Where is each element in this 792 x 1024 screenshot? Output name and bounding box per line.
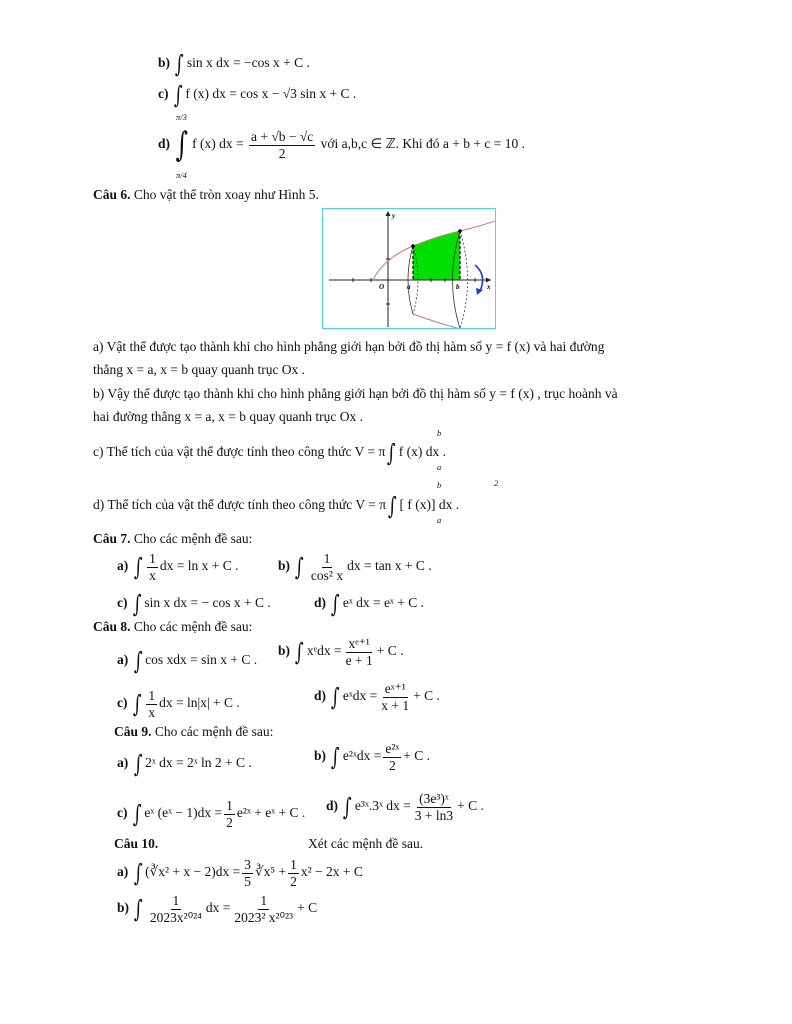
q7-b <box>278 551 432 583</box>
q8-d-denominator: x + 1 <box>381 697 410 713</box>
q5-d-denominator: 2 <box>278 145 286 161</box>
q5-d-label: d) <box>158 136 171 152</box>
q10-a-fraction-2 <box>288 857 299 889</box>
q8-d-numerator: eˣ⁺¹ <box>384 681 406 696</box>
q9-d-numerator: (3e³)ˣ <box>419 791 449 806</box>
q10-a <box>117 857 363 889</box>
q7-d-label: d) <box>314 595 327 611</box>
q7-a-fraction <box>147 551 158 583</box>
q9-b-tail: + C . <box>403 748 431 764</box>
label-origin: O <box>379 283 385 291</box>
q6-b-line2: hai đường thẳng x = a, x = b quay quanh trục Ox . <box>93 409 364 424</box>
q9-text: Cho các mệnh đề sau: <box>154 724 274 739</box>
point-b <box>458 229 462 233</box>
integral-sign: ∫ <box>331 743 341 772</box>
q5-d-tail: với a,b,c ∈ ℤ. Khi đó a + b + c = 10 . <box>320 136 526 152</box>
point-a <box>411 244 415 248</box>
integral-sign: ∫ <box>134 895 144 924</box>
label-a: a <box>407 283 411 291</box>
rotation-arrow <box>475 265 483 291</box>
q9-b-lhs: e²ˣdx = <box>342 748 382 764</box>
q9-c-numerator: 1 <box>226 798 233 813</box>
q9-d-fraction <box>413 791 455 823</box>
label-y: y <box>392 212 396 220</box>
q9-c-fraction <box>224 798 235 830</box>
q10-label: Câu 10. <box>114 836 159 851</box>
integral-sign: ∫ <box>387 439 396 467</box>
q5-c-label: c) <box>158 86 169 102</box>
q7-c-label: c) <box>117 595 128 611</box>
y-axis-arrow-icon <box>386 211 391 216</box>
label-x: x <box>487 283 491 291</box>
q6-c-lower-limit: a <box>437 462 442 472</box>
label-b: b <box>456 283 460 291</box>
q9-b-label: b) <box>314 748 327 764</box>
q8-d-lhs: eˣdx = <box>342 688 378 704</box>
q5-d-lhs: f (x) dx = <box>192 136 244 152</box>
q7-a-denominator: x <box>149 567 156 583</box>
q8-b-label: b) <box>278 643 291 659</box>
q8-label: Câu 8. <box>93 619 131 634</box>
q10-b-denominator-2: 2023² x²⁰²³ <box>234 909 294 925</box>
integral-sign: ∫ <box>387 492 397 520</box>
x-axis-arrow-icon <box>486 278 491 283</box>
integral-sign: ∫ <box>133 750 143 778</box>
q6-d-power: 2 <box>494 478 499 488</box>
q9-a-body: 2ˣ dx = 2ˣ ln 2 + C . <box>145 755 252 771</box>
q10-b-numerator-2: 1 <box>260 893 268 908</box>
q9-d-denominator: 3 + ln3 <box>414 807 454 823</box>
q9-a-label: a) <box>117 755 129 771</box>
q7-b-numerator: 1 <box>323 551 331 566</box>
q6-heading <box>93 187 319 203</box>
q6-d-lower-limit: a <box>437 515 442 525</box>
integral-sign: ∫ <box>295 553 305 582</box>
integral-sign: ∫ <box>173 81 183 109</box>
q5-b <box>158 52 310 76</box>
integral-sign: ∫ <box>331 683 341 712</box>
q6-d-text: d) Thể tích của vật thể được tính theo công thức V = π <box>93 497 387 513</box>
q10-b-denominator-1: 2023x²⁰²⁴ <box>149 909 202 925</box>
integral-sign: ∫ <box>132 800 142 829</box>
q8-d-tail: + C . <box>413 688 440 704</box>
q10-b-fraction-1 <box>148 893 204 925</box>
q9-b <box>314 741 430 773</box>
q7-text: Cho các mệnh đề sau: <box>133 531 253 546</box>
q8-d-label: d) <box>314 688 327 704</box>
q8-a-body: cos xdx = sin x + C . <box>145 652 258 668</box>
q9-d-tail: + C . <box>457 798 484 814</box>
q9-c-denominator: 2 <box>226 814 233 830</box>
q5-c <box>158 83 356 107</box>
q6-d-formula: [ f (x)] dx . <box>399 497 460 513</box>
q6-c-formula: f (x) dx . <box>398 444 447 460</box>
integral-sign: ∫ <box>295 638 305 667</box>
integral-sign: ∫ <box>132 590 142 618</box>
q6-label: Câu 6. <box>93 187 131 202</box>
q10-a-denominator-1: 5 <box>244 873 251 889</box>
q10-text: Xét các mệnh đề sau. <box>308 836 424 851</box>
q8-b-lhs: xᵉdx = <box>306 643 342 659</box>
q10-label-row <box>114 836 158 852</box>
q5-d-numerator: a + √b − √c <box>250 128 314 144</box>
q8-b-tail: + C . <box>376 643 404 659</box>
q7-d-body: eˣ dx = eˣ + C . <box>342 595 425 611</box>
integral-sign: ∫ <box>343 793 353 822</box>
q7-a-numerator: 1 <box>149 551 156 566</box>
q10-b <box>117 893 317 925</box>
q6-b-line1: b) Vậy thể được tạo thành khi cho hình phẳng giới hạn bởi đồ thị hàm số y = f (x) , trục hoành và <box>93 386 618 401</box>
q7-b-denominator: cos² x <box>310 567 344 583</box>
q10-b-numerator-1: 1 <box>172 893 180 908</box>
q5-d <box>158 125 526 165</box>
q7-c <box>117 592 271 616</box>
q10-a-middle: ∛x⁵ + <box>255 864 287 880</box>
q10-a-numerator-2: 1 <box>290 857 297 872</box>
q7-a <box>117 551 239 583</box>
integral-sign: ∫ <box>331 590 341 618</box>
q10-b-tail: + C <box>297 900 318 916</box>
q9-c-label: c) <box>117 805 128 821</box>
q8-b-numerator: xᵉ⁺¹ <box>348 636 370 651</box>
q10-a-numerator-1: 3 <box>244 857 251 872</box>
q6-text: Cho vật thể tròn xoay như Hình 5. <box>133 187 319 202</box>
q6-c-text: c) Thể tích của vật thể được tính theo công thức V = π <box>93 444 386 460</box>
q9-a <box>117 752 252 776</box>
q7-heading <box>93 531 252 547</box>
q9-heading <box>114 724 273 740</box>
q8-c-denominator: x <box>148 704 156 720</box>
q9-d <box>326 791 484 823</box>
q7-b-fraction <box>309 551 345 583</box>
q6-a-line2: thẳng x = a, x = b quay quanh trục Ox . <box>93 362 306 377</box>
integral-sign: ∫ <box>133 859 143 888</box>
q8-c-fraction <box>146 688 157 720</box>
q10-b-middle: dx = <box>205 900 231 916</box>
q8-d-fraction <box>379 681 411 713</box>
rotation-arrow-icon <box>476 288 483 295</box>
q7-b-tail: dx = tan x + C . <box>347 558 432 574</box>
q8-c-tail: dx = ln|x| + C . <box>159 695 240 711</box>
q9-b-numerator: e²ˣ <box>385 741 400 756</box>
q8-b-fraction <box>344 636 375 668</box>
q7-a-tail: dx = ln x + C . <box>159 558 239 574</box>
q6-a-line1: a) Vật thể được tạo thành khi cho hình phẳng giới hạn bởi đồ thị hàm số y = f (x) và hai đường <box>93 339 605 354</box>
q7-label: Câu 7. <box>93 531 131 546</box>
q9-d-label: d) <box>326 798 339 814</box>
integral-sign: ∫ <box>175 50 185 78</box>
q7-d <box>314 592 424 616</box>
q9-c <box>117 798 305 830</box>
q8-a-label: a) <box>117 652 129 668</box>
q8-b <box>278 636 403 668</box>
q8-c-numerator: 1 <box>148 688 156 703</box>
q8-c-label: c) <box>117 695 128 711</box>
q10-a-fraction-1 <box>242 857 253 889</box>
q10-b-fraction-2 <box>232 893 295 925</box>
q10-a-lhs: (∛x² + x − 2)dx = <box>145 864 241 880</box>
q9-c-tail: e²ˣ + eˣ + C . <box>236 805 306 821</box>
q5-d-upper-limit: π/3 <box>176 112 187 122</box>
q8-d <box>314 681 440 713</box>
q7-c-body: sin x dx = − cos x + C . <box>144 595 271 611</box>
q8-heading <box>93 619 252 635</box>
q5-d-fraction <box>249 129 315 161</box>
q8-text: Cho các mệnh đề sau: <box>133 619 253 634</box>
integral-sign: ∫ <box>176 125 189 165</box>
q9-b-denominator: 2 <box>388 757 396 773</box>
solid-of-revolution-figure <box>322 208 496 329</box>
q9-label: Câu 9. <box>114 724 152 739</box>
q10-a-denominator-2: 2 <box>290 873 297 889</box>
integral-sign: ∫ <box>133 647 143 675</box>
q6-d <box>93 494 459 518</box>
integral-sign: ∫ <box>132 690 142 719</box>
q9-c-lhs: eˣ (eˣ − 1)dx = <box>144 805 223 821</box>
q5-b-body: sin x dx = −cos x + C . <box>186 55 310 71</box>
q10-a-tail: x² − 2x + C <box>300 864 363 880</box>
q9-d-lhs: e³ˣ.3ˣ dx = <box>354 798 411 814</box>
q9-b-fraction <box>383 741 401 773</box>
integral-sign: ∫ <box>133 553 143 582</box>
q8-c <box>117 688 240 720</box>
q6-d-upper-limit: b <box>437 480 442 490</box>
q5-c-body: f (x) dx = cos x − √3 sin x + C . <box>185 86 357 102</box>
q8-b-denominator: e + 1 <box>345 652 373 668</box>
q6-c-upper-limit: b <box>437 428 442 438</box>
q8-a <box>117 649 257 673</box>
q7-a-label: a) <box>117 558 129 574</box>
q10-b-label: b) <box>117 900 130 916</box>
mirrored-curve <box>413 314 460 328</box>
q5-d-lower-limit: π/4 <box>176 170 187 180</box>
q7-b-label: b) <box>278 558 291 574</box>
q10-a-label: a) <box>117 864 129 880</box>
q5-b-label: b) <box>158 55 171 71</box>
q6-c <box>93 441 446 465</box>
